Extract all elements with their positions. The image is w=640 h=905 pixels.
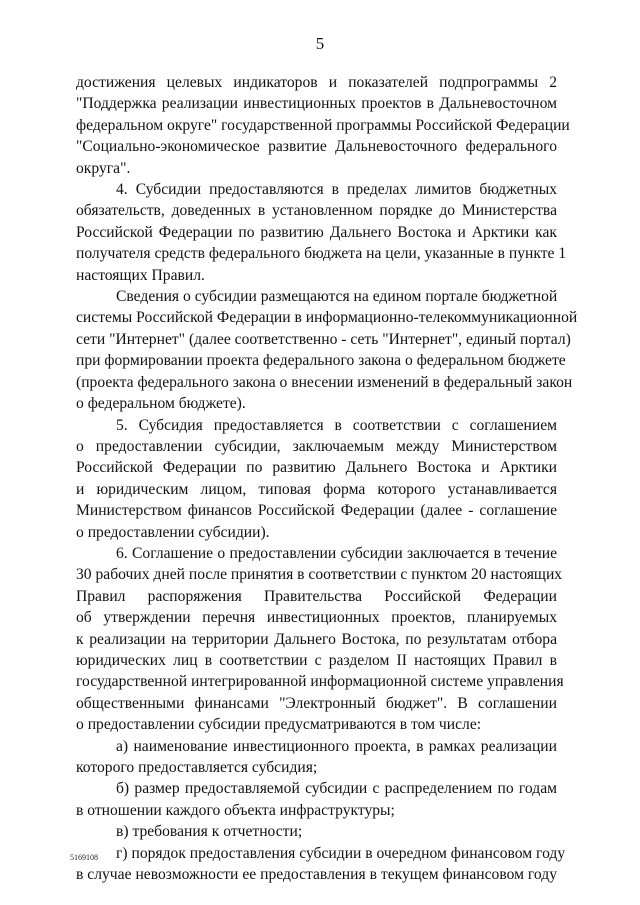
text-line: 4. Субсидии предоставляются в пределах лимитов бюджетных <box>116 181 557 199</box>
text-line: 30 рабочих дней после принятия в соответствии с пунктом 20 настоящих <box>76 566 563 584</box>
document-code: 5169108 <box>70 853 98 862</box>
text-line: в случае невозможности ее предоставления в текущем финансовом году <box>76 866 557 884</box>
paragraph-p-6a <box>76 736 557 779</box>
text-line: федеральном округе" государственной программы Российской Федерации <box>76 116 570 134</box>
text-line: "Поддержка реализации инвестиционных проектов в Дальневосточном <box>76 95 557 113</box>
text-line: обязательств, доведенных в установленном порядке до Министерства <box>76 202 557 220</box>
text-line: государственной интегрированной информационной системе управления <box>76 673 564 691</box>
text-line: юридических лиц в соответствии с разделом II настоящих Правил в <box>76 651 557 669</box>
text-line: об утверждении перечня инвестиционных проектов, планируемых <box>76 609 557 627</box>
text-line: округа". <box>76 159 131 177</box>
text-line: (проекта федерального закона о внесении изменений в федеральный закон <box>76 373 573 391</box>
text-line: Российской Федерации по развитию Дальнего Востока и Арктики <box>76 459 557 477</box>
text-line: которого предоставляется субсидия; <box>76 759 318 776</box>
text-line: о федеральном бюджете). <box>76 395 246 413</box>
paragraph-p-6b <box>76 778 557 821</box>
text-line: и юридическим лицом, типовая форма которого устанавливается <box>76 480 557 498</box>
text-line: в) требования к отчетности; <box>116 823 303 841</box>
text-line: при формировании проекта федерального закона о федеральном бюджете <box>76 352 566 370</box>
text-line: Правил распоряжения Правительства Российской Федерации <box>76 587 557 605</box>
paragraph-p-continuation <box>76 72 570 179</box>
text-line: общественными финансами "Электронный бюджет". В соглашении <box>76 694 557 712</box>
text-line: Российской Федерации по развитию Дальнего Востока и Арктики как <box>76 223 557 241</box>
text-line: к реализации на территории Дальнего Востока, по результатам отбора <box>76 630 557 648</box>
paragraph-p-6g <box>76 843 566 886</box>
text-line: 6. Соглашение о предоставлении субсидии заключается в течение <box>116 544 557 562</box>
text-line: "Социально-экономическое развитие Дальневосточного федерального <box>76 138 557 156</box>
paragraph-p-5 <box>76 415 557 543</box>
text-line: Министерством финансов Российской Федерации (далее - соглашение <box>76 502 557 520</box>
paragraph-p-6 <box>76 543 564 736</box>
paragraph-p-6v <box>76 821 557 842</box>
text-line: сети "Интернет" (далее соответственно - сеть "Интернет", единый портал) <box>76 330 571 348</box>
text-line: Сведения о субсидии размещаются на едином портале бюджетной <box>116 288 558 306</box>
text-line: получателя средств федерального бюджета на цели, указанные в пункте 1 <box>76 245 567 263</box>
text-line: г) порядок предоставления субсидии в очередном финансовом году <box>116 844 566 862</box>
text-line: системы Российской Федерации в информационно-телекоммуникационной <box>76 309 578 327</box>
text-line: 5. Субсидия предоставляется в соответствии с соглашением <box>116 416 557 434</box>
paragraph-p-4 <box>76 179 567 286</box>
document-body <box>76 72 578 885</box>
text-line: о предоставлении субсидии предусматриваются в том числе: <box>76 716 482 734</box>
text-line: б) размер предоставляемой субсидии с распределением по годам <box>116 780 557 798</box>
text-line: о предоставлении субсидии, заключаемым между Министерством <box>76 437 557 455</box>
text-line: о предоставлении субсидии). <box>76 523 270 541</box>
paragraph-p-info <box>76 286 578 414</box>
page-number: 5 <box>315 34 325 53</box>
text-line: достижения целевых индикаторов и показателей подпрограммы 2 <box>76 74 557 91</box>
text-line: настоящих Правил. <box>76 266 205 284</box>
text-line: а) наименование инвестиционного проекта, в рамках реализации <box>116 737 557 755</box>
text-line: в отношении каждого объекта инфраструктуры; <box>76 801 395 819</box>
